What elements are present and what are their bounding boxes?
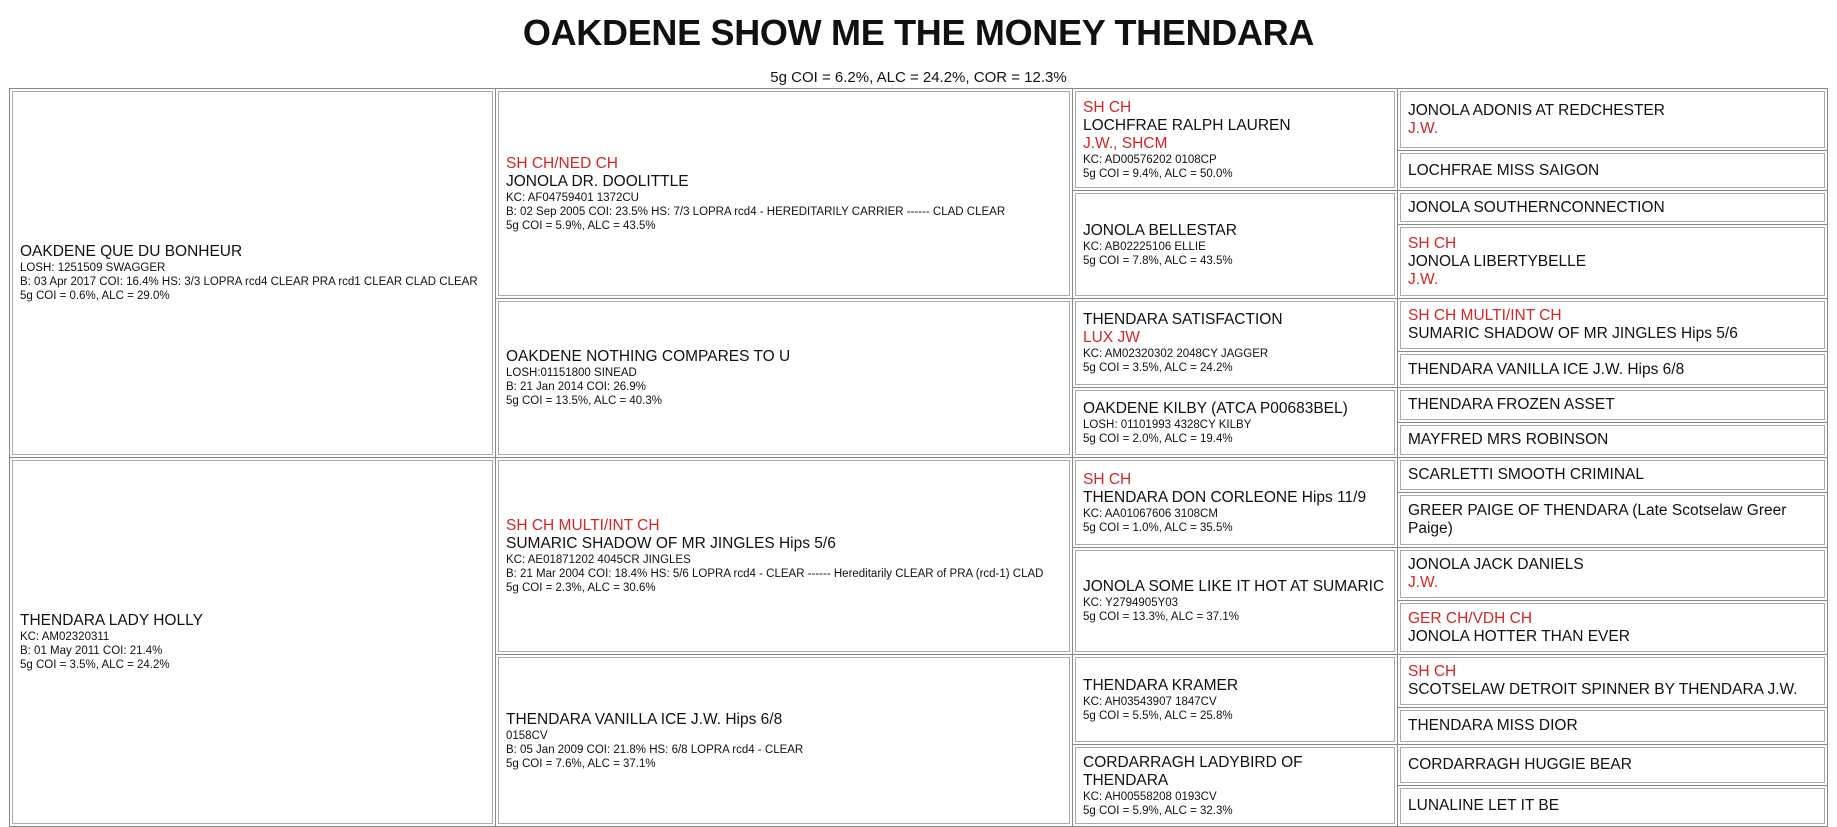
coi-info: 5g COI = 13.3%, ALC = 37.1% xyxy=(1083,611,1239,623)
dog-name: LOCHFRAE MISS SAIGON xyxy=(1408,161,1600,179)
ancestor-cell-gen4[interactable] xyxy=(1397,492,1828,548)
title-line: SH CH xyxy=(1408,234,1457,252)
sire-dam-cell[interactable] xyxy=(495,298,1073,458)
registration: KC: AF04759401 1372CU xyxy=(506,191,639,204)
registration: KC: AH00558208 0193CV xyxy=(1083,790,1217,803)
dog-name: SUMARIC SHADOW OF MR JINGLES Hips 5/6 xyxy=(1408,325,1738,342)
dog-name: JONOLA DR. DOOLITTLE xyxy=(506,172,689,190)
registration: KC: AH03543907 1847CV xyxy=(1083,695,1217,708)
coi-info: 5g COI = 5.5%, ALC = 25.8% xyxy=(1083,709,1233,722)
ancestor-cell-gen4[interactable] xyxy=(1397,707,1828,745)
coi-info: 5g COI = 7.8%, ALC = 43.5% xyxy=(1083,254,1233,267)
dog-name: MAYFRED MRS ROBINSON xyxy=(1408,431,1609,448)
title-line: SH CH MULTI/INT CH xyxy=(1408,307,1562,324)
coi-info: 5g COI = 5.9%, ALC = 32.3% xyxy=(1083,804,1233,817)
sire-cell[interactable] xyxy=(9,88,496,458)
dam-sire-cell[interactable] xyxy=(495,457,1073,655)
ancestor-cell-gen4[interactable] xyxy=(1397,744,1828,786)
registration: KC: AD00576202 0108CP xyxy=(1083,153,1217,166)
dog-name: LOCHFRAE RALPH LAUREN xyxy=(1083,116,1291,134)
dog-name: THENDARA VANILLA ICE J.W. Hips 6/8 xyxy=(1408,360,1685,378)
dog-name: THENDARA KRAMER xyxy=(1083,676,1239,694)
award-suffix: J.W. xyxy=(1408,270,1439,288)
ancestor-cell-gen3[interactable] xyxy=(1072,654,1398,745)
coi-info: 5g COI = 1.0%, ALC = 35.5% xyxy=(1083,521,1233,534)
birth-info: B: 02 Sep 2005 COI: 23.5% HS: 7/3 LOPRA rcd4 - HEREDITARILY CARRIER ------ CLAD CLEAR xyxy=(506,205,1006,218)
dog-name: THENDARA SATISFACTION xyxy=(1083,311,1283,328)
ancestor-cell-gen4[interactable] xyxy=(1397,457,1828,493)
title-line: SH CH MULTI/INT CH xyxy=(506,517,660,534)
dog-name: THENDARA MISS DIOR xyxy=(1408,717,1578,734)
ancestor-cell-gen4[interactable] xyxy=(1397,387,1828,423)
dog-name: CORDARRAGH LADYBIRD OF THENDARA xyxy=(1083,753,1303,789)
registration: 0158CV xyxy=(506,729,548,742)
ancestor-cell-gen3[interactable] xyxy=(1072,387,1398,458)
dog-name: JONOLA BELLESTAR xyxy=(1083,221,1237,239)
birth-info: B: 03 Apr 2017 COI: 16.4% HS: 3/3 LOPRA rcd4 CLEAR PRA rcd1 CLEAR CLAD CLEAR xyxy=(20,276,478,288)
page-title: OAKDENE SHOW ME THE MONEY THENDARA xyxy=(522,12,1315,53)
ancestor-cell-gen3[interactable] xyxy=(1072,190,1398,299)
ancestor-cell-gen4[interactable] xyxy=(1397,224,1828,299)
birth-info: B: 01 May 2011 COI: 21.4% xyxy=(20,645,163,657)
dog-name: THENDARA LADY HOLLY xyxy=(20,612,203,629)
dog-name: THENDARA FROZEN ASSET xyxy=(1408,396,1615,413)
ancestor-cell-gen4[interactable] xyxy=(1397,190,1828,225)
pedigree-stats: 5g COI = 6.2%, ALC = 24.2%, COR = 12.3% xyxy=(770,69,1067,86)
dog-name: GREER PAIGE OF THENDARA (Late Scotselaw Greer Paige) xyxy=(1408,502,1787,537)
ancestor-cell-gen3[interactable] xyxy=(1072,298,1398,388)
ancestor-cell-gen4[interactable] xyxy=(1397,547,1828,601)
registration: KC: Y2794905Y03 xyxy=(1083,597,1179,609)
coi-info: 5g COI = 13.5%, ALC = 40.3% xyxy=(506,395,662,407)
dog-name: JONOLA LIBERTYBELLE xyxy=(1408,252,1587,270)
registration: LOSH: 1251509 SWAGGER xyxy=(20,262,166,274)
dog-name: THENDARA DON CORLEONE Hips 11/9 xyxy=(1083,488,1367,506)
dog-name: SCOTSELAW DETROIT SPINNER BY THENDARA J.W. xyxy=(1408,681,1798,698)
dog-name: SCARLETTI SMOOTH CRIMINAL xyxy=(1408,466,1644,483)
dog-name: CORDARRAGH HUGGIE BEAR xyxy=(1408,756,1632,773)
dog-name: OAKDENE KILBY (ATCA P00683BEL) xyxy=(1083,399,1348,417)
ancestor-cell-gen3[interactable] xyxy=(1072,88,1398,191)
dog-name: JONOLA SOUTHERNCONNECTION xyxy=(1408,198,1665,216)
registration: KC: AM02320302 2048CY JAGGER xyxy=(1083,348,1269,360)
title-line: SH CH xyxy=(1408,663,1457,680)
sire-sire-cell[interactable] xyxy=(495,88,1073,299)
coi-info: 5g COI = 9.4%, ALC = 50.0% xyxy=(1083,167,1233,180)
birth-info: B: 21 Jan 2014 COI: 26.9% xyxy=(506,381,647,393)
ancestor-cell-gen3[interactable] xyxy=(1072,457,1398,548)
award-suffix: J.W. xyxy=(1408,119,1439,137)
ancestor-cell-gen4[interactable] xyxy=(1397,422,1828,458)
ancestor-cell-gen3[interactable] xyxy=(1072,547,1398,655)
title-line: SH CH xyxy=(1083,470,1132,488)
coi-info: 5g COI = 2.0%, ALC = 19.4% xyxy=(1083,432,1233,445)
pedigree-grid xyxy=(9,88,1828,827)
title-line: GER CH/VDH CH xyxy=(1408,609,1533,627)
ancestor-cell-gen4[interactable] xyxy=(1397,600,1828,655)
dog-name: JONOLA SOME LIKE IT HOT AT SUMARIC xyxy=(1083,578,1385,595)
dam-dam-cell[interactable] xyxy=(495,654,1073,827)
title-line: SH CH/NED CH xyxy=(506,154,618,172)
coi-info: 5g COI = 3.5%, ALC = 24.2% xyxy=(1083,362,1233,374)
coi-info: 5g COI = 0.6%, ALC = 29.0% xyxy=(20,290,170,302)
dog-name: JONOLA JACK DANIELS xyxy=(1408,556,1584,573)
registration: KC: AA01067606 3108CM xyxy=(1083,507,1218,520)
coi-info: 5g COI = 2.3%, ALC = 30.6% xyxy=(506,582,656,594)
award-suffix: J.W. xyxy=(1408,574,1439,591)
coi-info: 5g COI = 3.5%, ALC = 24.2% xyxy=(20,659,170,671)
title-line: SH CH xyxy=(1083,98,1132,116)
ancestor-cell-gen4[interactable] xyxy=(1397,785,1828,827)
coi-info: 5g COI = 7.6%, ALC = 37.1% xyxy=(506,757,656,770)
ancestor-cell-gen4[interactable] xyxy=(1397,654,1828,708)
dam-cell[interactable] xyxy=(9,457,496,827)
ancestor-cell-gen4[interactable] xyxy=(1397,351,1828,388)
dog-name: OAKDENE QUE DU BONHEUR xyxy=(20,243,243,260)
dog-name: JONOLA HOTTER THAN EVER xyxy=(1408,627,1630,645)
dog-name: OAKDENE NOTHING COMPARES TO U xyxy=(506,348,791,365)
ancestor-cell-gen4[interactable] xyxy=(1397,298,1828,352)
registration: KC: AE01871202 4045CR JINGLES xyxy=(506,554,691,566)
award-suffix: LUX JW xyxy=(1083,329,1140,346)
dog-name: JONOLA ADONIS AT REDCHESTER xyxy=(1408,101,1665,119)
registration: KC: AM02320311 xyxy=(20,631,110,643)
award-suffix: J.W., SHCM xyxy=(1083,134,1168,152)
coi-info: 5g COI = 5.9%, ALC = 43.5% xyxy=(506,219,656,232)
registration: KC: AB02225106 ELLIE xyxy=(1083,240,1206,253)
ancestor-cell-gen4[interactable] xyxy=(1397,88,1828,151)
dog-name: LUNALINE LET IT BE xyxy=(1408,797,1560,814)
registration: LOSH:01151800 SINEAD xyxy=(506,367,637,379)
birth-info: B: 05 Jan 2009 COI: 21.8% HS: 6/8 LOPRA rcd4 - CLEAR xyxy=(506,743,804,756)
ancestor-cell-gen4[interactable] xyxy=(1397,150,1828,191)
registration: LOSH: 01101993 4328CY KILBY xyxy=(1083,418,1252,431)
dog-name: THENDARA VANILLA ICE J.W. Hips 6/8 xyxy=(506,710,783,728)
ancestor-cell-gen3[interactable] xyxy=(1072,744,1398,827)
birth-info: B: 21 Mar 2004 COI: 18.4% HS: 5/6 LOPRA rcd4 - CLEAR ------ Hereditarily CLEAR of PRA (rcd-1) CLAD xyxy=(506,568,1044,580)
dog-name: SUMARIC SHADOW OF MR JINGLES Hips 5/6 xyxy=(506,535,836,552)
